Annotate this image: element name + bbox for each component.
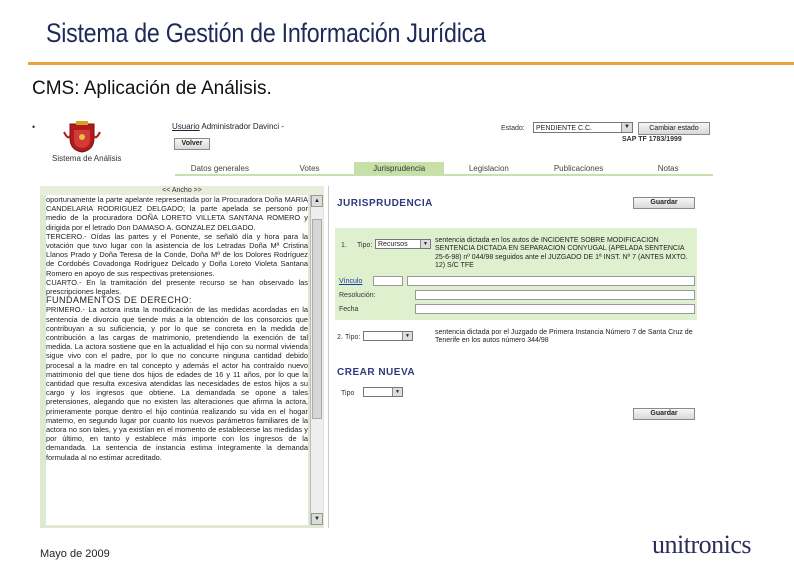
tab-notas[interactable]: Notas: [623, 162, 713, 176]
tab-publicaciones[interactable]: Publicaciones: [534, 162, 624, 176]
cambiar-estado-button[interactable]: Cambiar estado: [638, 122, 710, 135]
guardar-button[interactable]: Guardar: [633, 197, 695, 209]
document-textarea[interactable]: [46, 195, 308, 525]
entry-number: 1.: [341, 242, 347, 249]
estado-value: PENDIENTE C.C.: [536, 125, 593, 132]
jurisprudencia-title: JURISPRUDENCIA: [337, 198, 433, 209]
tab-bar: [175, 162, 713, 176]
vinculo-link[interactable]: Vínculo: [339, 278, 363, 285]
resolucion-input[interactable]: [415, 290, 695, 300]
footer-date: Mayo de 2009: [40, 548, 110, 560]
tipo-value: Recursos: [378, 241, 408, 248]
chevron-down-icon: ▼: [621, 123, 632, 132]
coat-of-arms-icon: [62, 120, 102, 154]
document-paragraph: oportunamente la parte apelante representada por la Procuradora Doña MARIA CANDELARIA RODRIGUEZ DELGADO; la parte apelada se personó por medio de la procuradora DOÑA LORETO VILLETA SANTANA ROMERO y dirigida por el letrado Don DAMASO A. GONZALEZ DELGADO.: [46, 195, 308, 232]
sap-reference: SAP TF 1783/1999: [622, 136, 682, 143]
volver-button[interactable]: Volver: [174, 138, 210, 150]
crear-nueva-title: CREAR NUEVA: [337, 367, 416, 378]
app-name: Sistema de Análisis: [52, 154, 122, 163]
document-text-panel: [40, 186, 324, 528]
scroll-thumb[interactable]: [312, 219, 322, 419]
vinculo-input[interactable]: [373, 276, 403, 286]
fecha-label: Fecha: [339, 306, 359, 313]
brand-logo: unitronics: [652, 530, 751, 559]
ancho-toggle[interactable]: << Ancho >>: [40, 186, 324, 195]
tab-votes[interactable]: Votes: [265, 162, 355, 176]
user-name: Administrador Davinci -: [201, 122, 285, 131]
user-label: [172, 122, 284, 131]
fecha-input[interactable]: [415, 304, 695, 314]
scroll-up-icon[interactable]: ▲: [311, 195, 323, 207]
estado-select[interactable]: [533, 122, 633, 133]
vinculo-text-input[interactable]: [407, 276, 695, 286]
scroll-down-icon[interactable]: ▼: [311, 513, 323, 525]
tab-legislacion[interactable]: Legislacion: [444, 162, 534, 176]
tab-jurisprudencia[interactable]: Jurisprudencia: [354, 162, 444, 176]
slide-title: Sistema de Gestión de Información Jurídica: [46, 18, 486, 48]
title-rule: [28, 62, 794, 65]
user-prefix: Usuario: [172, 122, 200, 131]
chevron-down-icon: ▼: [420, 240, 430, 248]
slide-subtitle: CMS: Aplicación de Análisis.: [32, 78, 272, 99]
jurisprudencia-entry: [335, 228, 697, 320]
chevron-down-icon: ▼: [402, 332, 412, 340]
app-header: [40, 114, 713, 184]
document-paragraph: PRIMERO.- La actora insta la modificación de las medidas acordadas en la sentencia de divorcio que tiende más a la obtención de los consorcios que contribuyan a su suficiencia, y por lo que se concreta en la medida de contribución a las cargas de matrimonio, pretendiendo la exención de tal medida. La actora sostiene que en la actualidad el hijo con su normal vivienda sigue vivo con el padre, por lo que no concurre ninguna cantidad debido procesal a la madre en tal concepto y además el actor ha contraído nuevo matrimonio del que tiene dos hijos de edades de 16 y 11 años, por lo que la cantidad que resulta excesiva atendidas las necesidades de estos hijos a su cargo y los ingresos que obtiene. La demandada se opone a tales pretensiones, alegando que no existen las alteraciones que afirma la actora, primeramente porque dentro el hijo continúa realizando su vida en el hogar materno, en segundo lugar por cuanto los nuevos parámetros familiares de la actora no son tales, y ya existían en el momento de establecerse las medidas y por último, en tanto y establece más importe con los ingresos de la demandada. La sentencia de instancia estima íntegramente la demanda formulada al no estimar acreditado.: [46, 305, 308, 462]
chevron-down-icon: ▼: [392, 388, 402, 396]
tipo-select[interactable]: [363, 387, 403, 397]
app-screenshot: [40, 114, 713, 528]
document-heading: FUNDAMENTOS DE DERECHO:: [46, 295, 192, 306]
guardar-new-button[interactable]: Guardar: [633, 408, 695, 420]
resolucion-label: Resolución:: [339, 292, 376, 299]
tab-datos-generales[interactable]: Datos generales: [175, 162, 265, 176]
tipo-select[interactable]: [375, 239, 431, 249]
entry-number: 2.: [337, 334, 343, 341]
document-paragraph: TERCERO.- Oídas las partes y el Ponente, se señaló día y hora para la votación que tuvo lugar con la asistencia de los Letradas Doña Mª Cristina Llanos Prado y Doña Teresa de la Conde, Doña Mª de los Dolores Rodríguez de Cordobés Covadonga Rodríguez Delcado y Doña Loreto Violeta Santana Romero en apoyo de sus respectivas pretensiones.: [46, 231, 308, 278]
document-paragraph: CUARTO.- En la tramitación del presente recurso se han observado las prescripciones legales.: [46, 277, 308, 297]
tipo-label: Tipo:: [357, 242, 373, 249]
tipo-label: Tipo:: [345, 334, 361, 341]
tipo-label: Tipo: [341, 390, 355, 397]
jurisprudencia-panel: [328, 186, 713, 528]
entry-description: sentencia dictada en los autos de INCIDENTE SOBRE MODIFICACION SENTENCIA DICTADA EN SEPARACION CONYUGAL (APELADA SENTENCIA 25-6-98) nº 044/98 seguidos ante el JUZGADO DE 1ª INST. Nº 7 (ANTES MXTO. 12) S/C TFE: [435, 237, 688, 270]
bullet: •: [32, 122, 36, 132]
entry-description: sentencia dictada por el Juzgado de Primera Instancia Número 7 de Santa Cruz de Tenerife en los autos número 344/98: [435, 329, 693, 345]
vertical-scrollbar[interactable]: [310, 195, 323, 525]
estado-label: Estado:: [501, 125, 525, 132]
tipo-select[interactable]: [363, 331, 413, 341]
